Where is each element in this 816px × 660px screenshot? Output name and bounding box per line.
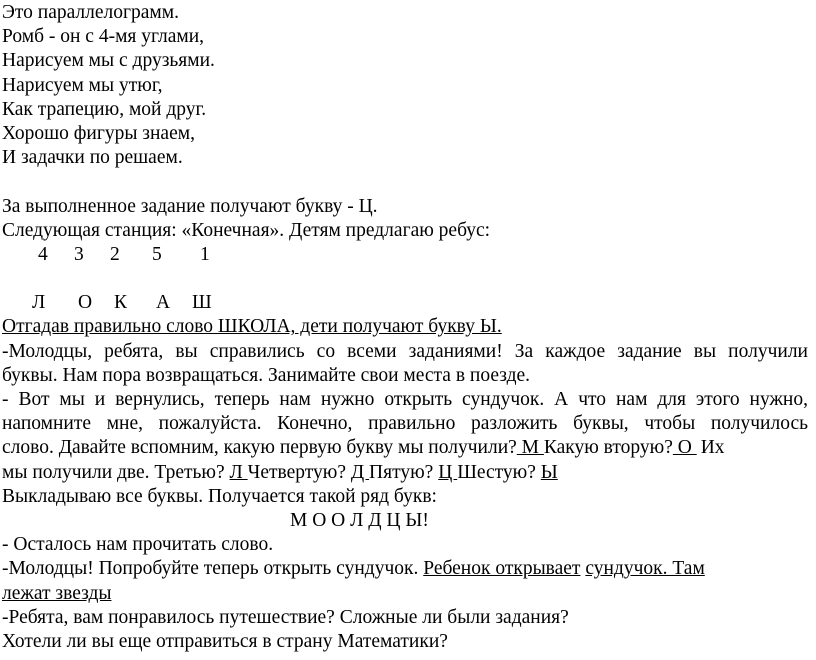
question-text: слово. Давайте вспомним, какую первую букву мы получили? xyxy=(2,437,517,459)
rebus-digit: 2 xyxy=(110,243,120,265)
rebus-digit: 1 xyxy=(200,243,210,265)
question-text: Четвертую? xyxy=(247,461,351,483)
rebus-letter: Л xyxy=(32,292,46,314)
question-text: Какую вторую? xyxy=(543,437,673,459)
question-line-2 xyxy=(2,461,816,485)
answer-letter: О xyxy=(672,437,697,459)
rebus-letter: О xyxy=(78,292,93,314)
chest-line-2: напомните мне, пожалуйста. Конечно, правильно разложить буквы, чтобы получилось xyxy=(2,413,808,435)
rebus-digits xyxy=(2,243,816,267)
rebus-letters xyxy=(2,291,816,315)
open-chest-underlined: сундучок. Там xyxy=(585,558,705,580)
closing-line-1: -Ребята, вам понравилось путешествие? Сложные ли были задания? xyxy=(2,606,569,628)
praise-line-1: -Молодцы, ребята, вы справились со всеми заданиями! За каждое задание вы получили xyxy=(2,340,808,362)
poem-line-2: Ромб - он с 4-мя углами, xyxy=(2,26,205,48)
next-station-line: Следующая станция: «Конечная». Детям предлагаю ребус: xyxy=(2,219,491,241)
open-chest-underlined: Ребенок открывает xyxy=(423,558,581,580)
question-text: Шестую? xyxy=(457,461,541,483)
rebus-letter: А xyxy=(156,292,171,314)
rebus-digit: 5 xyxy=(152,243,162,265)
rebus-letter: К xyxy=(114,292,128,314)
letter-row: М О О Л Д Ц Ы! xyxy=(290,509,429,531)
read-word-line: - Осталось нам прочитать слово. xyxy=(2,534,274,556)
poem-line-1: Это параллелограмм. xyxy=(2,2,179,23)
task-result-line: За выполненное задание получают букву - Ц. xyxy=(2,195,378,217)
question-line-1 xyxy=(2,436,816,460)
poem-line-6: Хорошо фигуры знаем, xyxy=(2,122,195,144)
answer-letter: Л xyxy=(229,461,248,483)
answer-letter: Ц xyxy=(438,461,458,483)
blank-line xyxy=(2,267,816,291)
answer-letter: Д xyxy=(350,461,370,483)
answer-line: Отгадав правильно слово ШКОЛА, дети получают букву Ы. xyxy=(2,316,502,338)
poem-line-7: И задачки по решаем. xyxy=(2,147,183,169)
open-chest-line-1 xyxy=(2,557,816,581)
question-text: Их xyxy=(700,437,725,459)
open-chest-line-2: лежат звезды xyxy=(2,582,112,604)
layout-letters-line: Выкладываю все буквы. Получается такой ряд букв: xyxy=(2,485,437,507)
open-chest-text: -Молодцы! Попробуйте теперь открыть сундучок. xyxy=(2,558,424,580)
rebus-letter: Ш xyxy=(192,292,212,314)
chest-line-1: - Вот мы и вернулись, теперь нам нужно открыть сундучок. А что нам для этого нужно, xyxy=(2,389,808,410)
closing-line-2: Хотели ли вы еще отправиться в страну Математики? xyxy=(2,630,448,652)
poem-line-5: Как трапецию, мой друг. xyxy=(2,98,207,120)
poem-line-4: Нарисуем мы утюг, xyxy=(2,74,163,96)
answer-letter: Ы xyxy=(540,461,558,483)
question-text: Пятую? xyxy=(369,461,439,483)
blank-line xyxy=(2,170,816,194)
question-text: мы получили две. Третью? xyxy=(2,461,230,483)
poem-line-3: Нарисуем мы с друзьями. xyxy=(2,50,215,72)
answer-letter: М xyxy=(516,437,544,459)
rebus-digit: 3 xyxy=(74,243,84,265)
rebus-digit: 4 xyxy=(38,243,48,265)
praise-line-2: буквы. Нам пора возвращаться. Занимайте свои места в поезде. xyxy=(2,364,531,386)
